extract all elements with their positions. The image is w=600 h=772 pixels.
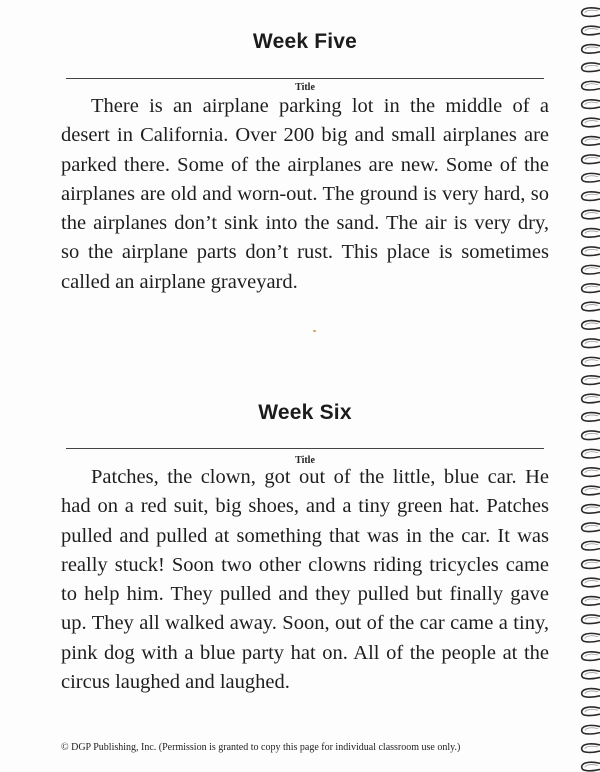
binding-coil (582, 413, 600, 422)
binding-coil-highlight (585, 176, 598, 179)
week-five-heading: Week Five (252, 30, 358, 53)
binding-coil (582, 578, 600, 587)
binding-coil-highlight (585, 341, 598, 344)
week-five-passage: There is an airplane parking lot in the middle of a desert in California. Over 200 big and small airplanes are parked there. Some of the airplanes are new. Some of the airplanes are old and worn-out. The ground is very hard, so the airplanes don’t sink into the sand. The air is very dry, so the airplane parts don’t rust. This place is sometimes called an airplane graveyard. (61, 95, 549, 293)
binding-coil-highlight (585, 507, 598, 510)
binding-coil (582, 321, 600, 330)
binding-coil-highlight (585, 286, 598, 289)
binding-coil-highlight (585, 525, 598, 528)
binding-coil-highlight (585, 489, 598, 492)
binding-coil (582, 486, 600, 495)
binding-coil-highlight (585, 746, 598, 749)
binding-coil-highlight (585, 249, 598, 252)
week-five-title-line (66, 78, 544, 79)
binding-coil (582, 762, 600, 771)
binding-coil-highlight (585, 121, 598, 124)
binding-coil-highlight (585, 452, 598, 455)
binding-coil (582, 229, 600, 238)
binding-coil (582, 707, 600, 716)
binding-coil (582, 597, 600, 606)
binding-coil (582, 45, 600, 54)
binding-coil-highlight (585, 378, 598, 381)
binding-coil-highlight (585, 47, 598, 50)
binding-coil (582, 744, 600, 753)
binding-coil (582, 173, 600, 182)
binding-coil (582, 394, 600, 403)
binding-coil-highlight (585, 617, 598, 620)
binding-coil (582, 560, 600, 569)
binding-coil (582, 357, 600, 366)
binding-coil-highlight (585, 728, 598, 731)
binding-coil (582, 302, 600, 311)
binding-coil-highlight (585, 213, 598, 216)
binding-coil-highlight (585, 599, 598, 602)
binding-coil (582, 63, 600, 72)
binding-coil-highlight (585, 709, 598, 712)
binding-coil (582, 689, 600, 698)
week-six-passage: Patches, the clown, got out of the little, blue car. He had on a red suit, big shoes, and a tiny green hat. Patches pulled and pulled at something that was in the car. It was really stuck! Soon two other clowns riding tricycles came to help him. They pulled and they pulled but finally gave up. They all walked away. Soon, out of the car came a tiny, pink dog with a blue party hat on. All of the people at the circus laughed and laughed. (61, 466, 549, 694)
week-six-heading: Week Six (258, 401, 352, 424)
binding-coil (582, 523, 600, 532)
binding-coil (582, 118, 600, 127)
binding-coil-highlight (585, 139, 598, 142)
binding-coil (582, 210, 600, 219)
binding-coil (582, 247, 600, 256)
binding-coil-highlight (585, 433, 598, 436)
binding-coil-highlight (585, 654, 598, 657)
binding-coil (582, 8, 600, 17)
binding-coil (582, 505, 600, 514)
binding-coil (582, 468, 600, 477)
binding-coil-highlight (585, 157, 598, 160)
binding-coil (582, 376, 600, 385)
week-six-title-label: Title (295, 455, 315, 466)
binding-coil-highlight (585, 305, 598, 308)
binding-coil (582, 615, 600, 624)
binding-coil-highlight (585, 765, 598, 768)
binding-coil-highlight (585, 10, 598, 13)
binding-coil-highlight (585, 636, 598, 639)
binding-coil (582, 449, 600, 458)
binding-coil-highlight (585, 84, 598, 87)
spiral-binding (570, 0, 600, 772)
binding-coil-highlight (585, 65, 598, 68)
binding-coil (582, 137, 600, 146)
binding-coil-highlight (585, 323, 598, 326)
binding-coil-highlight (585, 268, 598, 271)
binding-coil (582, 633, 600, 642)
copyright-notice: © DGP Publishing, Inc. (Permission is granted to copy this page for individual classroom use only.) (61, 742, 461, 753)
binding-coil (582, 192, 600, 201)
binding-coil-highlight (585, 673, 598, 676)
binding-coil-highlight (585, 360, 598, 363)
binding-coil-highlight (585, 29, 598, 32)
week-five-title-label: Title (295, 82, 315, 93)
binding-coil-highlight (585, 544, 598, 547)
binding-coil-highlight (585, 397, 598, 400)
binding-coil-highlight (585, 415, 598, 418)
binding-coil (582, 670, 600, 679)
binding-coil (582, 652, 600, 661)
binding-coil-highlight (585, 562, 598, 565)
binding-coil-highlight (585, 581, 598, 584)
binding-coil (582, 26, 600, 35)
binding-coil-highlight (585, 102, 598, 105)
week-six-title-line (66, 448, 544, 449)
binding-coil-highlight (585, 194, 598, 197)
binding-coil (582, 155, 600, 164)
binding-coil-highlight (585, 691, 598, 694)
binding-coil (582, 284, 600, 293)
binding-coil (582, 81, 600, 90)
binding-coil (582, 339, 600, 348)
binding-coil (582, 431, 600, 440)
binding-coil-highlight (585, 470, 598, 473)
binding-coil (582, 541, 600, 550)
binding-coil-highlight (585, 231, 598, 234)
print-speck (313, 330, 316, 332)
binding-coil (582, 100, 600, 109)
binding-coil (582, 265, 600, 274)
binding-coil (582, 725, 600, 734)
